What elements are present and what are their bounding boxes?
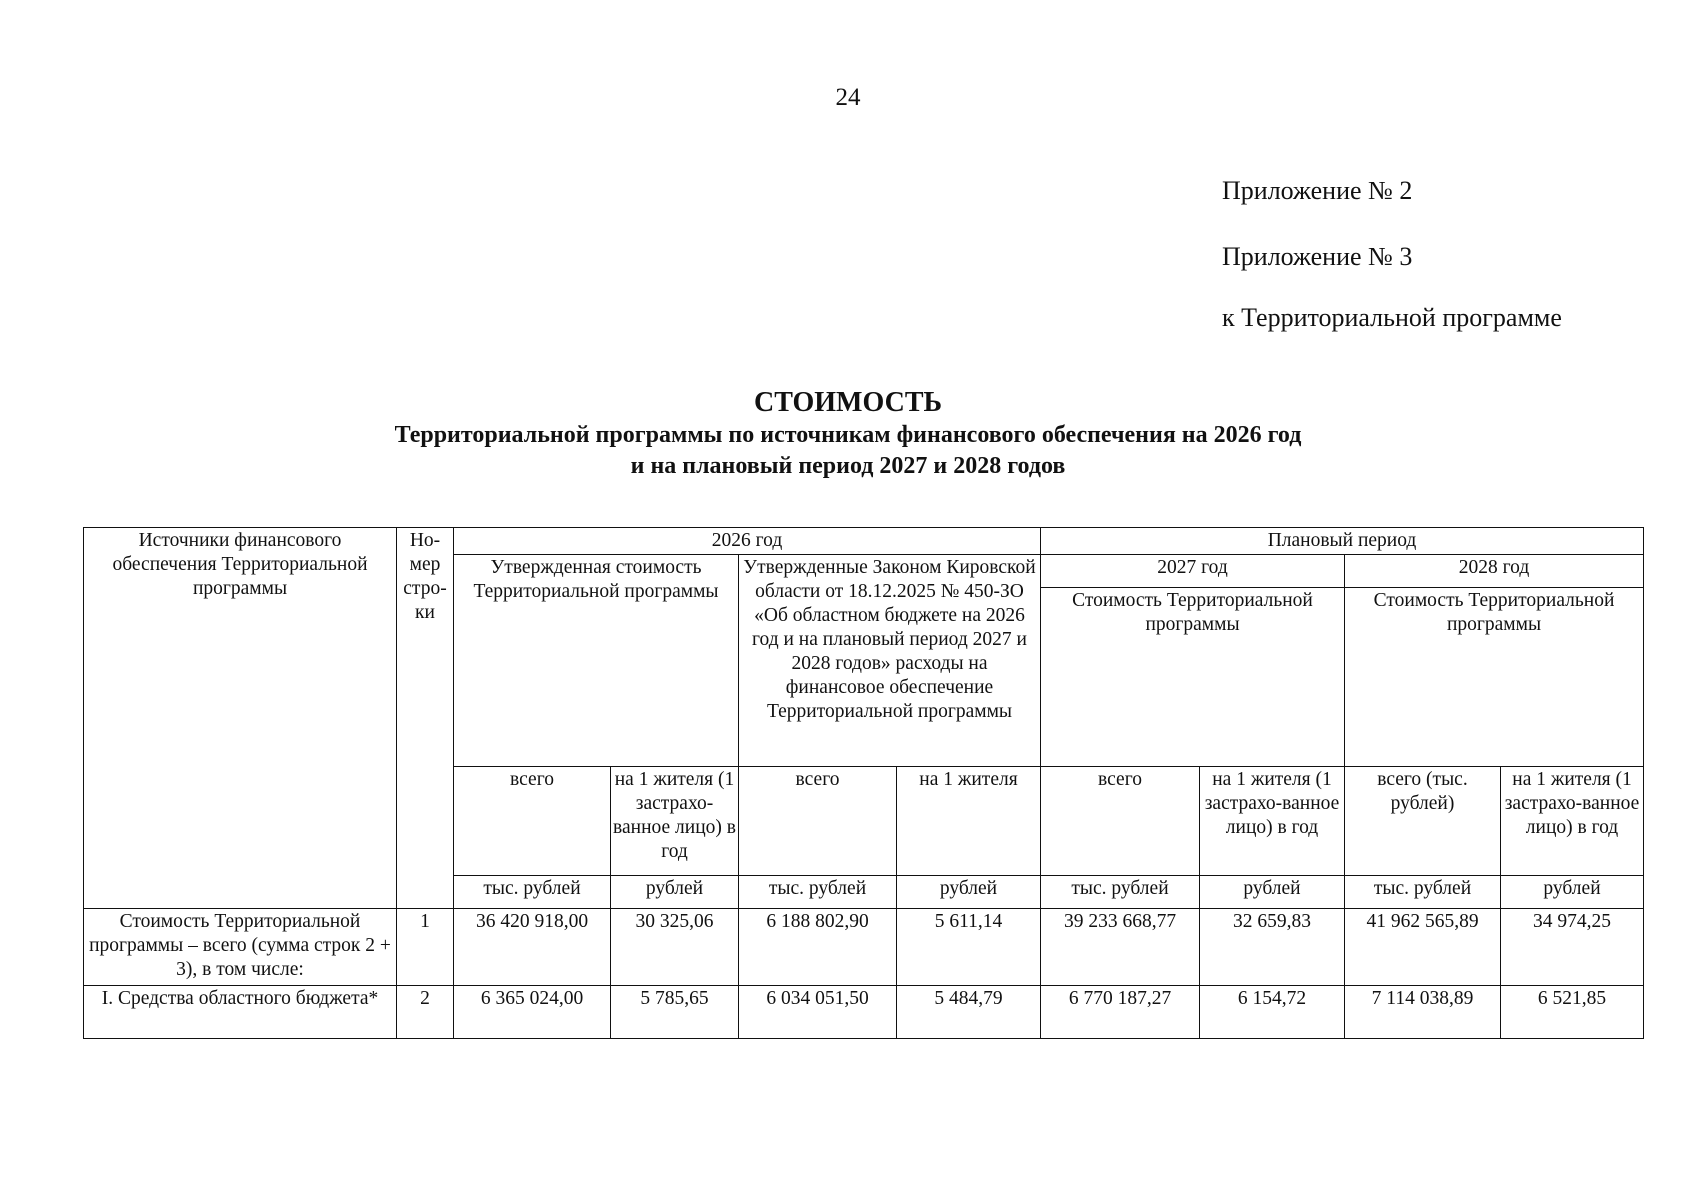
row-value: 5 611,14 <box>897 909 1041 986</box>
row-value: 5 785,65 <box>611 986 739 1039</box>
subheader-total: всего <box>739 767 897 876</box>
annex-line-1: Приложение № 2 <box>1222 176 1413 205</box>
unit-label: тыс. рублей <box>454 876 611 909</box>
row-value: 6 365 024,00 <box>454 986 611 1039</box>
subheader-per-resident: на 1 жителя (1 застрахо-ванное лицо) в год <box>1200 767 1345 876</box>
annex-line-2: Приложение № 3 <box>1222 242 1413 271</box>
header-cost-2027: Стоимость Территориальной программы <box>1041 588 1345 767</box>
row-value: 41 962 565,89 <box>1345 909 1501 986</box>
unit-label: тыс. рублей <box>739 876 897 909</box>
row-value: 6 154,72 <box>1200 986 1345 1039</box>
header-year-2026: 2026 год <box>454 528 1041 555</box>
header-source: Источники финансового обеспечения Территориальной программы <box>84 528 397 909</box>
table-row <box>84 986 1644 1039</box>
row-number: 1 <box>397 909 454 986</box>
unit-label: рублей <box>1200 876 1345 909</box>
header-approved-law: Утвержденные Законом Кировской области от 18.12.2025 № 450-ЗО «Об областном бюджете на 2026 год и на плановый период 2027 и 2028 годов» расходы на финансовое обеспечение Территориальной программы <box>739 555 1041 767</box>
row-value: 5 484,79 <box>897 986 1041 1039</box>
row-value: 36 420 918,00 <box>454 909 611 986</box>
row-number: 2 <box>397 986 454 1039</box>
row-value: 30 325,06 <box>611 909 739 986</box>
title-line-1: СТОИМОСТЬ <box>753 387 943 418</box>
subheader-total: всего <box>454 767 611 876</box>
subheader-total: всего (тыс. рублей) <box>1345 767 1501 876</box>
subheader-per-resident: на 1 жителя (1 застрахо-ванное лицо) в год <box>611 767 739 876</box>
header-planned-period: Плановый период <box>1041 528 1644 555</box>
unit-label: рублей <box>1501 876 1644 909</box>
row-value: 6 188 802,90 <box>739 909 897 986</box>
unit-label: рублей <box>611 876 739 909</box>
row-source: I. Средства областного бюджета* <box>84 986 397 1039</box>
header-year-2028: 2028 год <box>1345 555 1644 588</box>
header-row-number: Но-мер стро-ки <box>397 528 454 909</box>
subheader-per-resident: на 1 жителя (1 застрахо-ванное лицо) в год <box>1501 767 1644 876</box>
table-row <box>84 909 1644 986</box>
row-value: 6 521,85 <box>1501 986 1644 1039</box>
subheader-per-resident: на 1 жителя <box>897 767 1041 876</box>
title-line-2: Территориальной программы по источникам финансового обеспечения на 2026 год <box>394 422 1302 448</box>
subheader-total: всего <box>1041 767 1200 876</box>
cost-table <box>83 527 1644 1039</box>
row-value: 6 770 187,27 <box>1041 986 1200 1039</box>
annex-line-3: к Территориальной программе <box>1222 303 1562 332</box>
document-title <box>0 386 1696 482</box>
header-cost-2028: Стоимость Территориальной программы <box>1345 588 1644 767</box>
row-source: Стоимость Территориальной программы – всего (сумма строк 2 + 3), в том числе: <box>84 909 397 986</box>
row-value: 7 114 038,89 <box>1345 986 1501 1039</box>
row-value: 6 034 051,50 <box>739 986 897 1039</box>
row-value: 39 233 668,77 <box>1041 909 1200 986</box>
row-value: 34 974,25 <box>1501 909 1644 986</box>
row-value: 32 659,83 <box>1200 909 1345 986</box>
header-year-2027: 2027 год <box>1041 555 1345 588</box>
title-line-3: и на плановый период 2027 и 2028 годов <box>630 453 1066 479</box>
unit-label: тыс. рублей <box>1041 876 1200 909</box>
unit-label: тыс. рублей <box>1345 876 1501 909</box>
unit-label: рублей <box>897 876 1041 909</box>
header-approved-cost: Утвержденная стоимость Территориальной программы <box>454 555 739 767</box>
page-number: 24 <box>835 84 861 111</box>
